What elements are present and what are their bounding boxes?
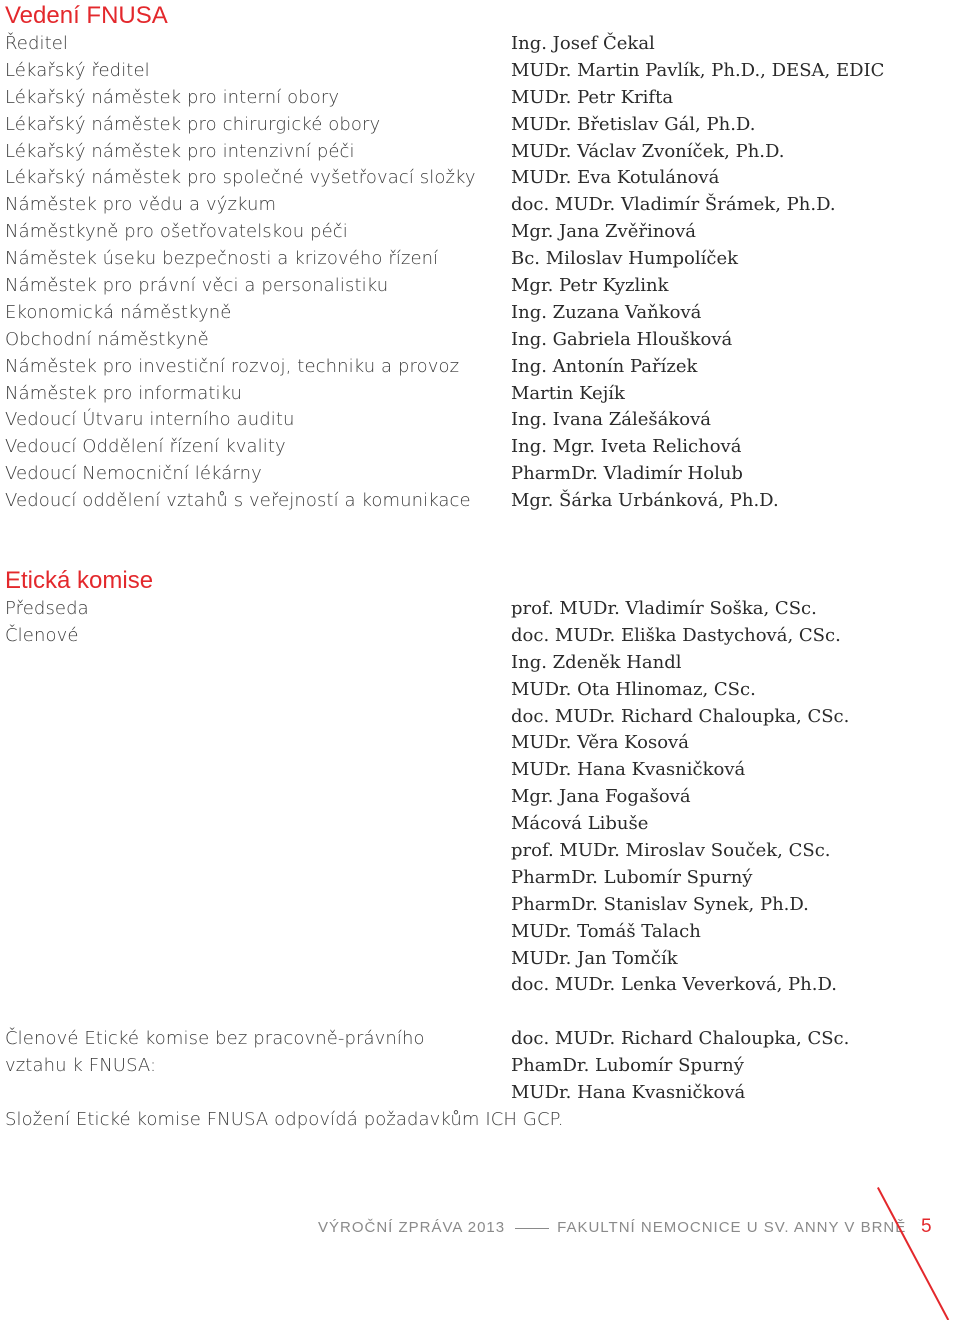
person-name: MUDr. Martin Pavlík, Ph.D., DESA, EDIC <box>511 59 885 81</box>
footer-divider <box>515 1228 549 1229</box>
list-item <box>5 139 945 166</box>
list-item <box>5 246 945 273</box>
person-name: PhamDr. Lubomír Spurný <box>511 1054 744 1076</box>
person-name: doc. MUDr. Vladimír Šrámek, Ph.D. <box>511 194 836 216</box>
person-name: Martin Kejík <box>511 382 625 404</box>
role-label: Náměstkyně pro ošetřovatelskou péči <box>5 221 348 243</box>
person-name: MUDr. Jan Tomčík <box>511 947 678 969</box>
list-item <box>5 865 945 892</box>
role-label: Členové Etické komise bez pracovně-právního <box>5 1028 425 1049</box>
person-name: Mácová Libuše <box>511 813 649 835</box>
list-item <box>5 434 945 461</box>
person-name: Mgr. Petr Kyzlink <box>511 275 669 297</box>
person-name: MUDr. Eva Kotulánová <box>511 167 720 189</box>
list-item <box>5 730 945 757</box>
person-name: Mgr. Jana Fogašová <box>511 786 691 808</box>
person-name: MUDr. Petr Krifta <box>511 86 674 108</box>
role-label: Vedoucí oddělení vztahů s veřejností a komunikace <box>5 490 471 512</box>
role-label: Obchodní náměstkyně <box>5 328 209 350</box>
page-number: 5 <box>921 1216 932 1237</box>
role-label: Lékařský náměstek pro chirurgické obory <box>5 113 381 135</box>
list-item <box>5 85 945 112</box>
person-name: MUDr. Břetislav Gál, Ph.D. <box>511 113 756 135</box>
role-label: Lékařský náměstek pro společné vyšetřovací složky <box>5 167 476 189</box>
person-name: PharmDr. Stanislav Synek, Ph.D. <box>511 893 809 915</box>
list-item <box>5 757 945 784</box>
compliance-note-row <box>5 1107 945 1134</box>
role-label: Náměstek úseku bezpečnosti a krizového řízení <box>5 248 439 270</box>
list-item <box>5 892 945 919</box>
person-name: Ing. Zuzana Vaňková <box>511 301 702 323</box>
role-label: Ředitel <box>5 33 69 54</box>
compliance-note: Složení Etické komise FNUSA odpovídá požadavkům ICH GCP. <box>5 1108 564 1130</box>
list-item <box>5 488 945 515</box>
person-name: doc. MUDr. Richard Chaloupka, CSc. <box>511 705 850 727</box>
list-item <box>5 704 945 731</box>
role-label: Vedoucí Nemocniční lékárny <box>5 463 262 485</box>
page-footer <box>318 1219 906 1236</box>
list-item <box>5 219 945 246</box>
list-item <box>5 112 945 139</box>
list-item <box>5 596 945 623</box>
list-item <box>5 838 945 865</box>
list-item <box>5 407 945 434</box>
eticka-list <box>5 596 945 999</box>
vedeni-list <box>5 31 945 515</box>
decorative-slash <box>877 1187 949 1320</box>
person-name: Ing. Antonín Pařízek <box>511 355 698 377</box>
list-item <box>5 461 945 488</box>
list-item <box>5 354 945 381</box>
list-item <box>5 273 945 300</box>
list-item <box>5 623 945 650</box>
person-name: PharmDr. Lubomír Spurný <box>511 866 753 888</box>
role-label: vztahu k FNUSA: <box>5 1054 157 1076</box>
person-name: MUDr. Věra Kosová <box>511 732 689 754</box>
role-label: Náměstek pro informatiku <box>5 382 243 404</box>
person-name: MUDr. Hana Kvasničková <box>511 759 746 781</box>
person-name: Mgr. Šárka Urbánková, Ph.D. <box>511 490 779 512</box>
footer-report-title: VÝROČNÍ ZPRÁVA 2013 <box>318 1219 506 1236</box>
list-item <box>5 650 945 677</box>
list-item <box>5 165 945 192</box>
person-name: MUDr. Tomáš Talach <box>511 920 701 942</box>
person-name: doc. MUDr. Richard Chaloupka, CSc. <box>511 1028 850 1049</box>
person-name: Ing. Ivana Zálešáková <box>511 409 711 431</box>
role-label: Náměstek pro investiční rozvoj, techniku a provoz <box>5 355 460 377</box>
person-name: doc. MUDr. Lenka Veverková, Ph.D. <box>511 974 837 996</box>
person-name: doc. MUDr. Eliška Dastychová, CSc. <box>511 624 841 646</box>
person-name: Mgr. Jana Zvěřinová <box>511 221 697 243</box>
list-item <box>5 1080 945 1107</box>
list-item <box>5 1053 945 1080</box>
person-name: prof. MUDr. Vladimír Soška, CSc. <box>511 598 817 619</box>
external-members-list <box>5 1026 945 1134</box>
person-name: Ing. Mgr. Iveta Relichová <box>511 436 742 458</box>
list-item <box>5 784 945 811</box>
list-item <box>5 381 945 408</box>
person-name: MUDr. Václav Zvoníček, Ph.D. <box>511 140 785 162</box>
list-item <box>5 300 945 327</box>
person-name: Ing. Josef Čekal <box>511 33 655 54</box>
list-item <box>5 192 945 219</box>
section-title-vedeni: Vedení FNUSA <box>5 2 168 29</box>
role-label: Předseda <box>5 598 89 619</box>
person-name: Bc. Miloslav Humpolíček <box>511 248 739 270</box>
list-item <box>5 31 945 58</box>
list-item <box>5 327 945 354</box>
list-item <box>5 946 945 973</box>
list-item <box>5 811 945 838</box>
role-label: Členové <box>5 624 79 646</box>
list-item <box>5 58 945 85</box>
role-label: Ekonomická náměstkyně <box>5 301 232 323</box>
role-label: Vedoucí Oddělení řízení kvality <box>5 436 286 458</box>
role-label: Lékařský ředitel <box>5 59 150 81</box>
role-label: Lékařský náměstek pro interní obory <box>5 86 340 108</box>
role-label: Vedoucí Útvaru interního auditu <box>5 409 295 431</box>
list-item <box>5 972 945 999</box>
section-title-eticka: Etická komise <box>5 567 154 594</box>
person-name: Ing. Gabriela Hloušková <box>511 328 733 350</box>
footer-hospital-name: FAKULTNÍ NEMOCNICE U SV. ANNY V BRNĚ <box>557 1219 907 1236</box>
person-name: MUDr. Ota Hlinomaz, CSc. <box>511 678 756 700</box>
list-item <box>5 1026 945 1053</box>
role-label: Náměstek pro vědu a výzkum <box>5 194 277 216</box>
person-name: prof. MUDr. Miroslav Souček, CSc. <box>511 840 831 862</box>
person-name: PharmDr. Vladimír Holub <box>511 463 743 485</box>
list-item <box>5 677 945 704</box>
person-name: Ing. Zdeněk Handl <box>511 651 682 673</box>
person-name: MUDr. Hana Kvasničková <box>511 1081 746 1103</box>
list-item <box>5 919 945 946</box>
role-label: Lékařský náměstek pro intenzivní péči <box>5 140 355 162</box>
role-label: Náměstek pro právní věci a personalistiku <box>5 275 389 297</box>
